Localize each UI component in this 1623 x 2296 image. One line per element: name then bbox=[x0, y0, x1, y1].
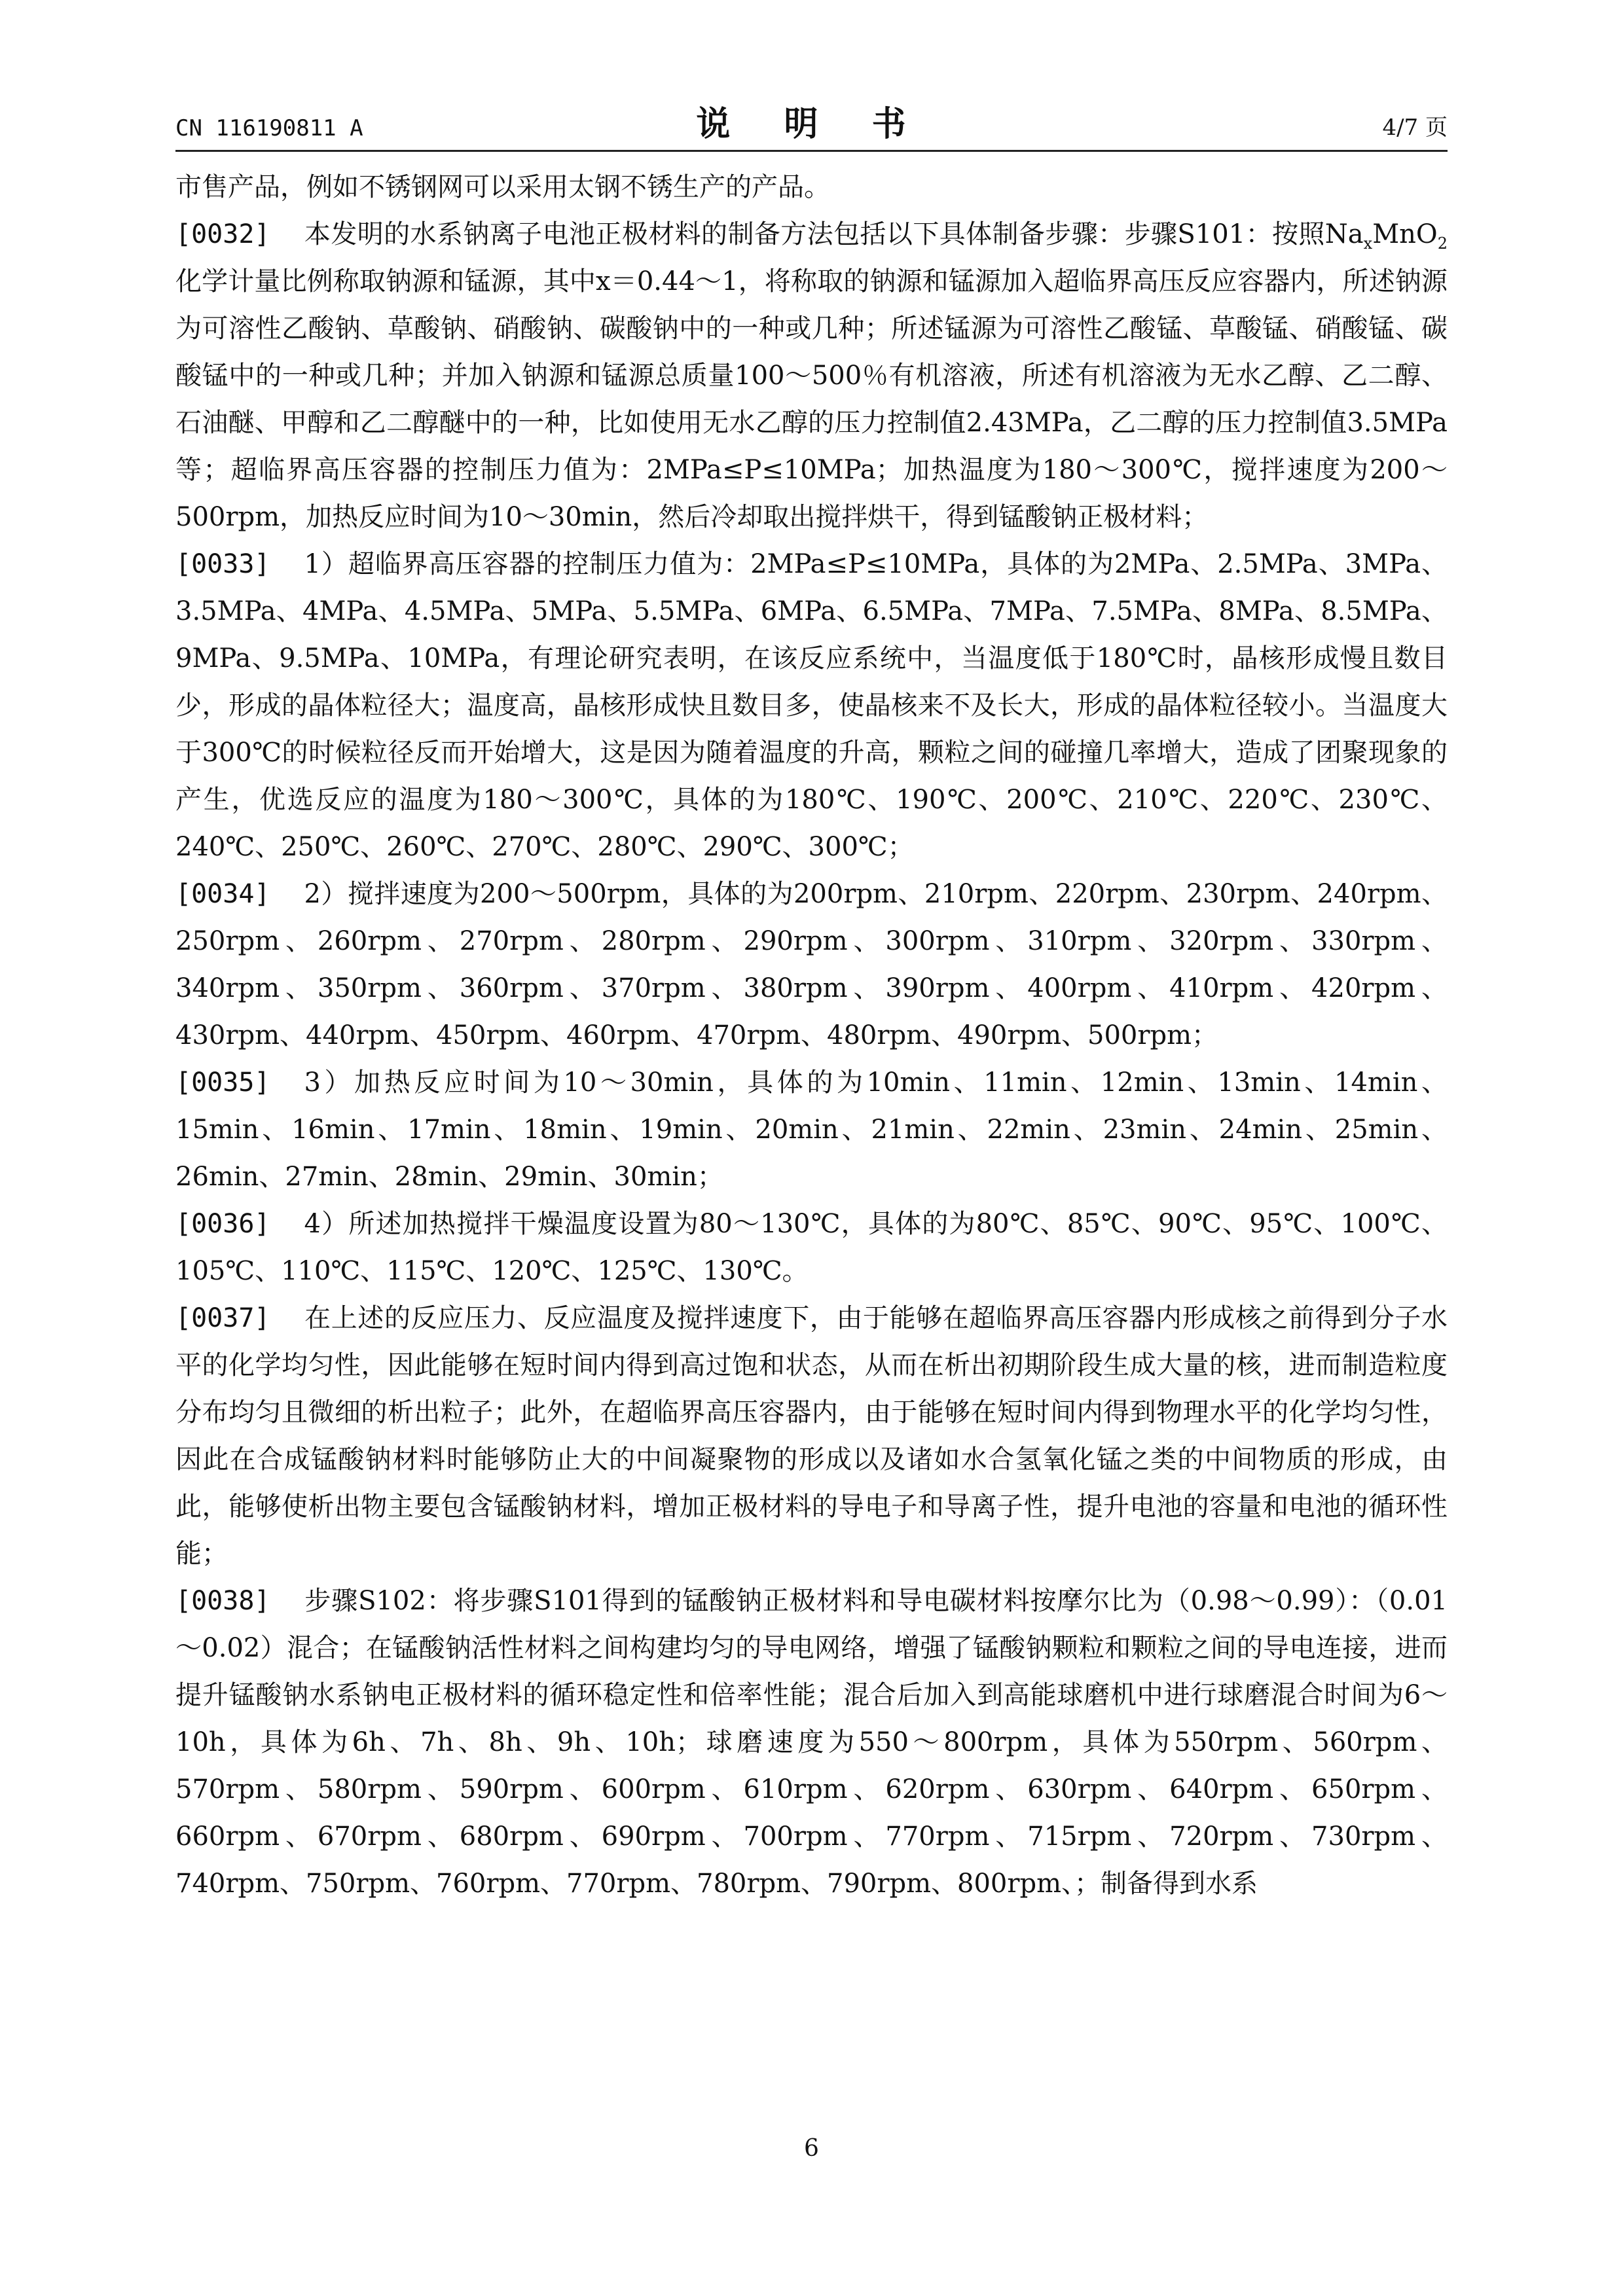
header-rule bbox=[175, 150, 1448, 152]
formula-subscript: 2 bbox=[1437, 234, 1448, 253]
paragraph-text: 市售产品，例如不锈钢网可以采用太钢不锈生产的产品。 bbox=[175, 172, 830, 202]
paragraph-text: 1）超临界高压容器的控制压力值为：2MPa≤P≤10MPa，具体的为2MPa、2.5MPa、3MPa、3.5MPa、4MPa、4.5MPa、5MPa、5.5MPa、6MPa、6.5MPa、7MPa、7.5MPa、8MPa、8.5MPa、9MPa、9.5MPa、10MPa，有理论研究表明，在该反应系统中，当温度低于180℃时，晶核形成慢且数目少，形成的晶体粒径大；温度高，晶核形成快且数目多，使晶核来不及长大，形成的晶体粒径较小。当温度大于300℃的时候粒径反而开始增大，这是因为随着温度的升高，颗粒之间的碰撞几率增大，造成了团聚现象的产生，优选反应的温度为180～300℃，具体的为180℃、190℃、200℃、210℃、220℃、230℃、240℃、250℃、260℃、270℃、280℃、290℃、300℃； bbox=[175, 549, 1448, 862]
page-number: 6 bbox=[804, 2135, 819, 2162]
paragraph-number: [0035] bbox=[175, 1067, 270, 1098]
page-indicator: 4/7 页 bbox=[1382, 115, 1448, 141]
paragraph-text: 本发明的水系钠离子电池正极材料的制备方法包括以下具体制备步骤：步骤S101：按照Na bbox=[304, 219, 1364, 249]
paragraph-0032 bbox=[175, 211, 1448, 541]
document-title: 说 明 书 bbox=[696, 104, 927, 144]
paragraph-0034 bbox=[175, 870, 1448, 1059]
formula-part: MnO bbox=[1372, 219, 1438, 249]
paragraph-text: 化学计量比例称取钠源和锰源，其中x＝0.44～1，将称取的钠源和锰源加入超临界高压反应容器内，所述钠源为可溶性乙酸钠、草酸钠、硝酸钠、碳酸钠中的一种或几种；所述锰源为可溶性乙酸锰、草酸锰、硝酸锰、碳酸锰中的一种或几种；并加入钠源和锰源总质量100～500％有机溶液，所述有机溶液为无水乙醇、乙二醇、石油醚、甲醇和乙二醇醚中的一种，比如使用无水乙醇的压力控制值2.43MPa，乙二醇的压力控制值3.5MPa等；超临界高压容器的控制压力值为：2MPa≤P≤10MPa；加热温度为180～300℃，搅拌速度为200～500rpm，加热反应时间为10～30min，然后冷却取出搅拌烘干，得到锰酸钠正极材料； bbox=[175, 266, 1448, 532]
document-body bbox=[175, 164, 1448, 1907]
paragraph-0036 bbox=[175, 1200, 1448, 1295]
paragraph-number: [0038] bbox=[175, 1586, 270, 1616]
paragraph-number: [0037] bbox=[175, 1303, 270, 1333]
paragraph-number: [0034] bbox=[175, 879, 270, 909]
paragraph-number: [0036] bbox=[175, 1209, 270, 1239]
paragraph-0035 bbox=[175, 1059, 1448, 1200]
paragraph-text: 在上述的反应压力、反应温度及搅拌速度下，由于能够在超临界高压容器内形成核之前得到分子水平的化学均匀性，因此能够在短时间内得到高过饱和状态，从而在析出初期阶段生成大量的核，进而制造粒度分布均匀且微细的析出粒子；此外，在超临界高压容器内，由于能够在短时间内得到物理水平的化学均匀性，因此在合成锰酸钠材料时能够防止大的中间凝聚物的形成以及诸如水合氢氧化锰之类的中间物质的形成，由此，能够使析出物主要包含锰酸钠材料，增加正极材料的导电子和导离子性，提升电池的容量和电池的循环性能； bbox=[175, 1303, 1448, 1569]
paragraph-number: [0032] bbox=[175, 219, 270, 249]
paragraph-0038 bbox=[175, 1577, 1448, 1907]
paragraph-text: 4）所述加热搅拌干燥温度设置为80～130℃，具体的为80℃、85℃、90℃、95℃、100℃、105℃、110℃、115℃、120℃、125℃、130℃。 bbox=[175, 1209, 1448, 1286]
paragraph-number: [0033] bbox=[175, 549, 270, 579]
paragraph-0037 bbox=[175, 1295, 1448, 1577]
formula-subscript: x bbox=[1363, 234, 1373, 253]
paragraph-text: 3）加热反应时间为10～30min，具体的为10min、11min、12min、13min、14min、15min、16min、17min、18min、19min、20min、21min、22min、23min、24min、25min、26min、27min、28min、29min、30min； bbox=[175, 1067, 1448, 1192]
paragraph-text: 2）搅拌速度为200～500rpm，具体的为200rpm、210rpm、220rpm、230rpm、240rpm、250rpm、260rpm、270rpm、280rpm、290rpm、300rpm、310rpm、320rpm、330rpm、340rpm、350rpm、360rpm、370rpm、380rpm、390rpm、400rpm、410rpm、420rpm、430rpm、440rpm、450rpm、460rpm、470rpm、480rpm、490rpm、500rpm； bbox=[175, 879, 1448, 1050]
paragraph-text: 步骤S102：将步骤S101得到的锰酸钠正极材料和导电碳材料按摩尔比为（0.98～0.99）：（0.01～0.02）混合；在锰酸钠活性材料之间构建均匀的导电网络，增强了锰酸钠颗粒和颗粒之间的导电连接，进而提升锰酸钠水系钠电正极材料的循环稳定性和倍率性能；混合后加入到高能球磨机中进行球磨混合时间为6～10h，具体为6h、7h、8h、9h、10h；球磨速度为550～800rpm，具体为550rpm、560rpm、570rpm、580rpm、590rpm、600rpm、610rpm、620rpm、630rpm、640rpm、650rpm、660rpm、670rpm、680rpm、690rpm、700rpm、770rpm、715rpm、720rpm、730rpm、740rpm、750rpm、760rpm、770rpm、780rpm、790rpm、800rpm、；制备得到水系 bbox=[175, 1586, 1448, 1899]
publication-number: CN 116190811 A bbox=[175, 115, 363, 141]
page-header bbox=[175, 98, 1448, 151]
paragraph-continued bbox=[175, 164, 1448, 211]
paragraph-0033 bbox=[175, 541, 1448, 870]
